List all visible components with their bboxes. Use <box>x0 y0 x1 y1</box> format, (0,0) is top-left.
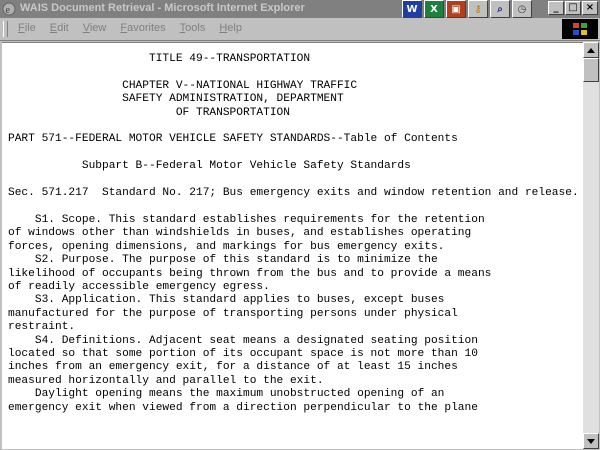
document-line: manufactured for the purpose of transporting persons under physical <box>8 307 458 320</box>
maximize-button[interactable]: □ <box>565 1 581 15</box>
window-title: WAIS Document Retrieval - Microsoft Internet Explorer <box>20 2 305 14</box>
menu-edit[interactable]: Edit <box>49 22 69 34</box>
document-line: S1. Scope. This standard establishes requirements for the retention <box>8 213 485 226</box>
menu-tools[interactable]: Tools <box>179 22 206 34</box>
document-line: inches from an emergency exit, for a distance of at least 15 inches <box>8 361 458 374</box>
document-line: S3. Application. This standard applies to buses, except buses <box>8 294 445 307</box>
document-line <box>8 66 579 79</box>
menu-favorites[interactable]: Favorites <box>120 22 166 34</box>
document-line: SAFETY ADMINISTRATION, DEPARTMENT <box>8 93 344 106</box>
arrow-down-icon <box>587 439 595 444</box>
document-line: emergency exit when viewed from a direction perpendicular to the plane <box>8 401 478 414</box>
menu-bar <box>0 18 600 41</box>
document-line: located so that some portion of its occupant space is not more than 10 <box>8 347 478 360</box>
word-icon[interactable]: W <box>402 0 422 18</box>
ie-globe-icon <box>2 2 16 16</box>
document-line: forces, opening dimensions, and markings for bus emergency exits. <box>8 240 445 253</box>
title-bar <box>0 0 600 18</box>
document-line: OF TRANSPORTATION <box>8 106 290 119</box>
document-line: Sec. 571.217 Standard No. 217; Bus emergency exits and window retention and release. <box>8 187 579 200</box>
windows-logo-icon <box>562 19 598 39</box>
excel-icon[interactable]: X <box>424 0 444 18</box>
document-line: likelihood of occupants being thrown from the bus and to provide a means <box>8 267 492 280</box>
document-line: S4. Definitions. Adjacent seat means a designated seating position <box>8 334 478 347</box>
document-line <box>8 147 579 160</box>
toolbar-grip[interactable] <box>3 21 8 37</box>
document-text <box>8 53 579 415</box>
document-line: PART 571--FEDERAL MOTOR VEHICLE SAFETY STANDARDS--Table of Contents <box>8 133 458 146</box>
scroll-up-button[interactable] <box>583 42 599 58</box>
taskbar-icons <box>402 0 532 18</box>
document-line: measured horizontally and parallel to the exit. <box>8 374 324 387</box>
vertical-scrollbar[interactable] <box>583 42 599 449</box>
document-line: of windows other than windshields in buses, and establishes operating <box>8 227 472 240</box>
menu-help[interactable]: Help <box>219 22 242 34</box>
window-controls <box>548 1 598 15</box>
document-line: TITLE 49--TRANSPORTATION <box>8 53 311 65</box>
clock-icon[interactable]: ◷ <box>512 0 532 18</box>
svg-text:e: e <box>5 5 10 16</box>
menu-file[interactable]: File <box>18 22 36 34</box>
document-line: Daylight opening means the maximum unobstructed opening of an <box>8 388 445 401</box>
document-line <box>8 200 579 213</box>
document-line: S2. Purpose. The purpose of this standard is to minimize the <box>8 254 438 267</box>
powerpoint-icon[interactable]: ▣ <box>446 0 466 18</box>
close-button[interactable]: × <box>582 1 598 15</box>
scroll-down-button[interactable] <box>583 433 599 449</box>
document-line <box>8 174 579 187</box>
arrow-up-icon <box>587 48 595 53</box>
document-line: CHAPTER V--NATIONAL HIGHWAY TRAFFIC <box>8 79 358 92</box>
magnifier-icon[interactable]: ⌕ <box>490 0 510 18</box>
key-icon[interactable]: ⚷ <box>468 0 488 18</box>
menu-view[interactable]: View <box>82 22 107 34</box>
document-line: of readily accessible emergency egress. <box>8 280 270 293</box>
minimize-button[interactable]: _ <box>548 1 564 15</box>
document-line: Subpart B--Federal Motor Vehicle Safety Standards <box>8 160 411 173</box>
document-line: restraint. <box>8 321 76 334</box>
document-pane <box>2 42 583 449</box>
document-line <box>8 120 579 133</box>
scroll-thumb[interactable] <box>583 58 599 82</box>
